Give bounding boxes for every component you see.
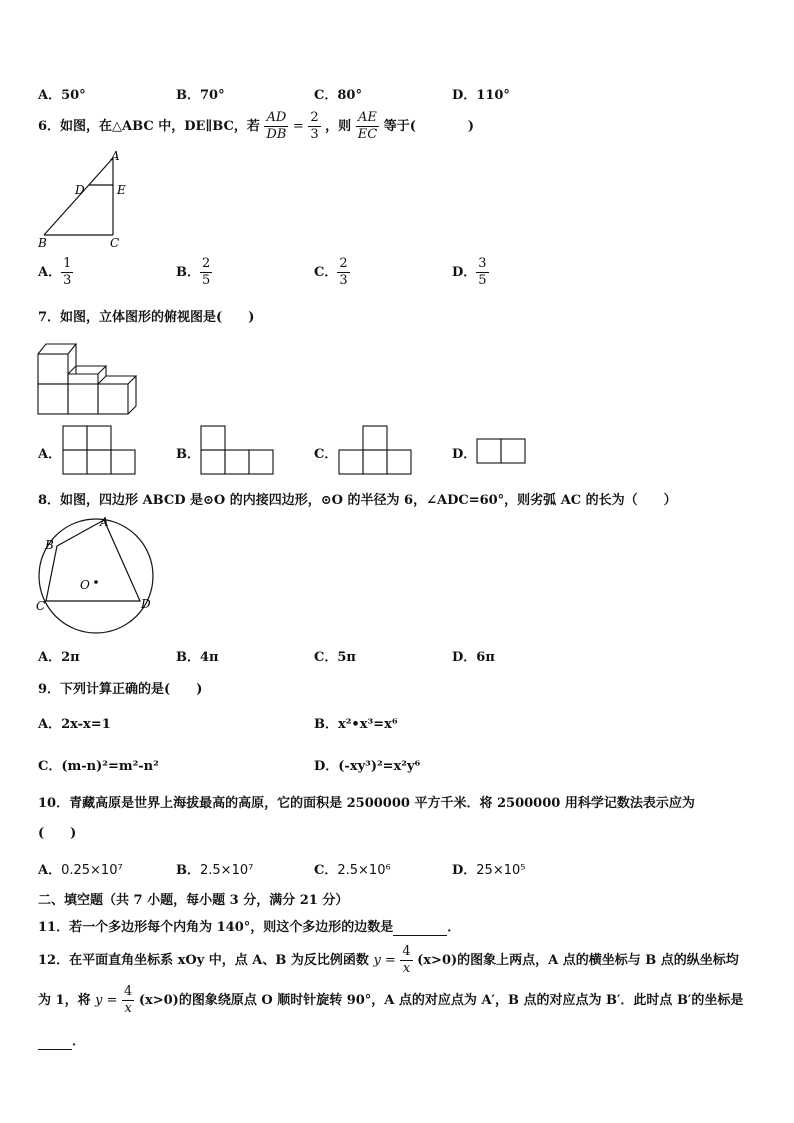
q12-fraction-4-over-x: $\frac{4}{x}$ bbox=[402, 944, 411, 976]
q8-label-d: D bbox=[141, 597, 151, 611]
q8-option-c: C．5π bbox=[314, 650, 356, 665]
q6-option-a: A． $\frac{1}{3}$ bbox=[38, 256, 72, 288]
q10-option-c: C．2.5×10⁶ bbox=[314, 863, 391, 878]
q12-fraction-4-over-x-2: $\frac{4}{x}$ bbox=[124, 984, 133, 1016]
q8-label-a: A bbox=[100, 515, 109, 529]
q10-option-d-value: 25×10⁵ bbox=[476, 863, 526, 878]
q10-option-a-value: 0.25×10⁷ bbox=[61, 863, 123, 878]
q6-option-d: D． $\frac{3}{5}$ bbox=[452, 256, 487, 288]
q7-option-b-view bbox=[200, 425, 275, 475]
q6-label-e: E bbox=[117, 183, 126, 197]
q6-equals: = bbox=[292, 119, 304, 134]
q12-line1-pre: 12．在平面直角坐标系 xOy 中，点 A、B 为反比例函数 bbox=[38, 953, 369, 968]
q12-line1 bbox=[38, 944, 739, 977]
q6-label-c: C bbox=[110, 236, 120, 250]
q12-line2-post: (x>0)的图象绕原点 O 顺时针旋转 90°，A 点的对应点为 A′，B 点的对应点为 B′．此时点 B′的坐标是 bbox=[138, 993, 744, 1008]
q6-stem-mid: ，则 bbox=[325, 119, 352, 134]
q10-option-b-value: 2.5×10⁷ bbox=[200, 863, 254, 878]
q12-y-eq-2: y = bbox=[95, 993, 118, 1008]
q12-line2 bbox=[38, 984, 743, 1017]
section2-heading: 二、填空题（共 7 小题，每小题 3 分，满分 21 分） bbox=[38, 893, 349, 908]
q5-option-b: B．70° bbox=[176, 88, 225, 103]
q8-option-b: B．4π bbox=[176, 650, 219, 665]
q12-y-eq: y = bbox=[373, 953, 396, 968]
q9-option-a: A．2x-x=1 bbox=[38, 717, 111, 732]
q7-stem: 7．如图，立体图形的俯视图是( ) bbox=[38, 310, 255, 325]
q8-stem: 8．如图，四边形 ABCD 是⊙O 的内接四边形，⊙O 的半径为 6，∠ADC=60°，则劣弧 AC 的长为（ ） bbox=[38, 493, 677, 508]
q8-label-c: C bbox=[36, 599, 46, 613]
q12-line1-post: (x>0)的图象上两点，A 点的横坐标与 B 点的纵坐标均 bbox=[417, 953, 739, 968]
q7-option-d-label: D． bbox=[452, 447, 477, 462]
q5-option-c: C．80° bbox=[314, 88, 362, 103]
q9-option-c: C．(m-n)²=m²-n² bbox=[38, 759, 159, 774]
q6-triangle-figure bbox=[34, 148, 134, 252]
q10-option-c-value: 2.5×10⁶ bbox=[337, 863, 391, 878]
q7-option-c-label: C． bbox=[314, 447, 338, 462]
q7-option-b-label: B． bbox=[176, 447, 200, 462]
q10-stem: 10．青藏高原是世界上海拔最高的高原，它的面积是 2500000 平方千米．将 2500000 用科学记数法表示应为 bbox=[38, 796, 695, 811]
q12-answer-blank bbox=[38, 1034, 72, 1050]
q5-option-a: A．50° bbox=[38, 88, 86, 103]
q7-option-c-view bbox=[338, 425, 413, 475]
q11-end: ． bbox=[447, 920, 461, 935]
q7-solid-figure bbox=[36, 338, 142, 416]
q5-option-d: D．110° bbox=[452, 88, 510, 103]
q11-answer-blank bbox=[393, 920, 447, 936]
q10-option-d: D．25×10⁵ bbox=[452, 863, 526, 878]
q6-stem-text: 6．如图，在△ABC 中，DE∥BC，若 bbox=[38, 119, 260, 134]
q6-option-b: B． $\frac{2}{5}$ bbox=[176, 256, 211, 288]
q7-option-a-view bbox=[62, 425, 137, 475]
q6-label-d: D bbox=[75, 183, 85, 197]
q8-label-b: B bbox=[45, 538, 54, 552]
q9-option-b: B．x²•x³=x⁶ bbox=[314, 717, 398, 732]
q6-label-b: B bbox=[38, 236, 47, 250]
q8-option-a: A．2π bbox=[38, 650, 80, 665]
q6-stem bbox=[38, 110, 474, 143]
q6-fraction-2-3: $\frac{2}{3}$ bbox=[310, 110, 319, 142]
q10-option-b: B．2.5×10⁷ bbox=[176, 863, 254, 878]
q9-option-d: D．(-xy³)²=x²y⁶ bbox=[314, 759, 421, 774]
q8-label-o: O bbox=[80, 578, 90, 592]
q6-label-a: A bbox=[111, 149, 120, 163]
q6-option-c: C． $\frac{2}{3}$ bbox=[314, 256, 348, 288]
q12-line2-pre: 为 1，将 bbox=[38, 993, 91, 1008]
q7-option-a-label: A． bbox=[38, 447, 62, 462]
q6-fraction-ae-ec: $\frac{AE}{EC}$ bbox=[357, 110, 378, 142]
q10-option-a: A．0.25×10⁷ bbox=[38, 863, 123, 878]
q8-option-d: D．6π bbox=[452, 650, 495, 665]
q7-option-d-view bbox=[476, 438, 528, 464]
q8-circle-figure bbox=[34, 514, 158, 636]
q6-fraction-ad-db: $\frac{AD}{DB}$ bbox=[266, 110, 287, 142]
q12-end: ． bbox=[72, 1034, 86, 1049]
q10-paren: ( ) bbox=[38, 826, 77, 841]
q11-text: 11．若一个多边形每个内角为 140°，则这个多边形的边数是 bbox=[38, 920, 394, 935]
q6-stem-post: 等于( ) bbox=[383, 119, 474, 134]
q9-stem: 9．下列计算正确的是( ) bbox=[38, 682, 203, 697]
q12-line3 bbox=[38, 1030, 85, 1050]
q11-stem bbox=[38, 916, 460, 936]
